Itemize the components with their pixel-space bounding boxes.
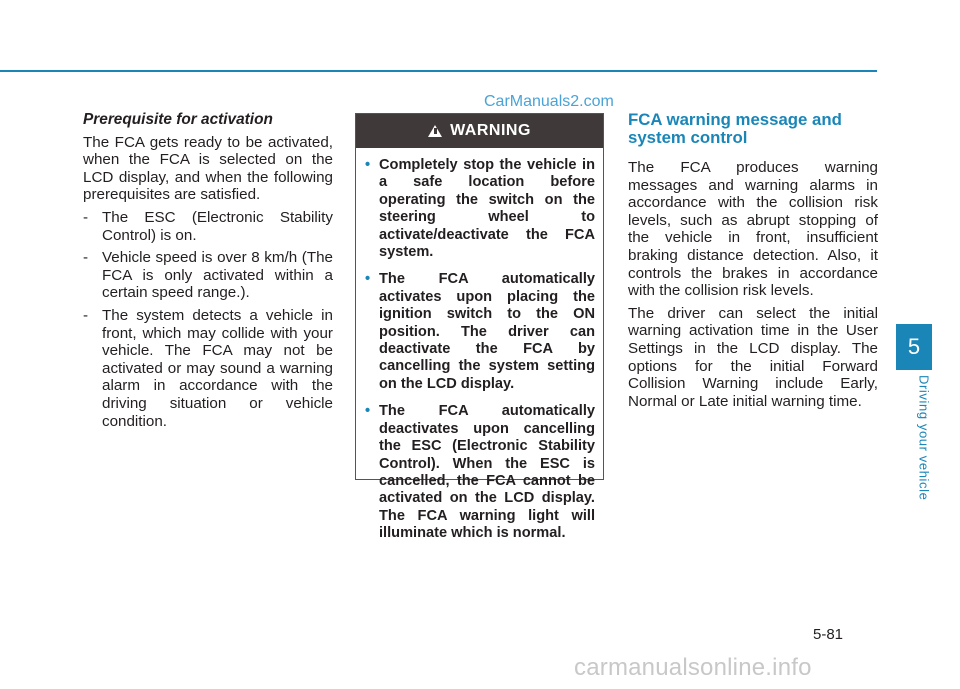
dash-marker: - <box>83 249 89 267</box>
column-prerequisites <box>83 111 333 430</box>
body-paragraph: The FCA produces warning messages and warning alarms in accordance with the collision risk levels, such as abrupt stopping of the vehicle in front, insufficient braking distance detection. Also, it controls the brakes in accordance with the collision risk levels. <box>628 159 878 300</box>
warning-title: WARNING <box>450 122 531 139</box>
warning-item <box>365 271 595 393</box>
watermark-top[interactable]: CarManuals2.com <box>484 93 614 110</box>
prerequisite-item-text: Vehicle speed is over 8 km/h (The FCA is only activated within a certain speed range.). <box>102 249 333 302</box>
bullet-marker: • <box>365 157 371 173</box>
body-paragraph: The driver can select the initial warning activation time in the User Settings in the LCD display. The options for the initial Forward Collision Warning include Early, Normal or Late initial warning time. <box>628 304 878 410</box>
warning-header <box>356 114 603 148</box>
chapter-label <box>914 375 934 501</box>
page-number: 5-81 <box>813 626 844 643</box>
prerequisite-item <box>83 209 333 244</box>
prerequisite-item <box>83 249 333 302</box>
bullet-marker: • <box>365 403 371 420</box>
column-warning-message <box>628 111 878 410</box>
warning-item-text: Completely stop the vehicle in a safe location before operating the switch on the steering wheel to activate/deactivate the FCA system. <box>379 157 595 261</box>
top-rule <box>0 70 877 72</box>
bullet-marker: • <box>365 271 371 288</box>
prerequisite-item <box>83 307 333 430</box>
warning-item-text: The FCA automatically deactivates upon cancelling the ESC (Electronic Stability Control). When the ESC is cancelled, the FCA cannot be activated on the LCD display. The FCA warning light will illuminate which is normal. <box>379 403 595 542</box>
warning-item-text: The FCA automatically activates upon placing the ignition switch to the ON position. The driver can deactivate the FCA by cancelling the system setting on the LCD display. <box>379 271 595 392</box>
prerequisite-intro: The FCA gets ready to be activated, when the FCA is selected on the LCD display, and when the following prerequisites are satisfied. <box>83 133 333 204</box>
prerequisite-item-text: The ESC (Electronic Stability Control) is on. <box>102 208 333 244</box>
dash-marker: - <box>83 306 89 324</box>
warning-item <box>365 403 595 542</box>
warning-triangle-icon <box>428 125 442 137</box>
warning-box <box>355 113 604 542</box>
watermark-bottom[interactable]: carmanualsonline.info <box>574 654 812 681</box>
warning-item <box>365 157 595 261</box>
dash-marker: - <box>83 208 89 226</box>
prerequisite-subheading: Prerequisite for activation <box>83 111 273 128</box>
warning-list <box>356 148 603 543</box>
prerequisite-item-text: The system detects a vehicle in front, which may collide with your vehicle. The FCA may not be activated or may sound a warning alarm in accordance with the driving situation or vehicle condition. <box>102 306 333 430</box>
section-heading: FCA warning message and system control <box>628 110 842 147</box>
chapter-tab: 5 <box>896 324 932 370</box>
chapter-label-text: Driving your vehicle <box>916 375 932 501</box>
